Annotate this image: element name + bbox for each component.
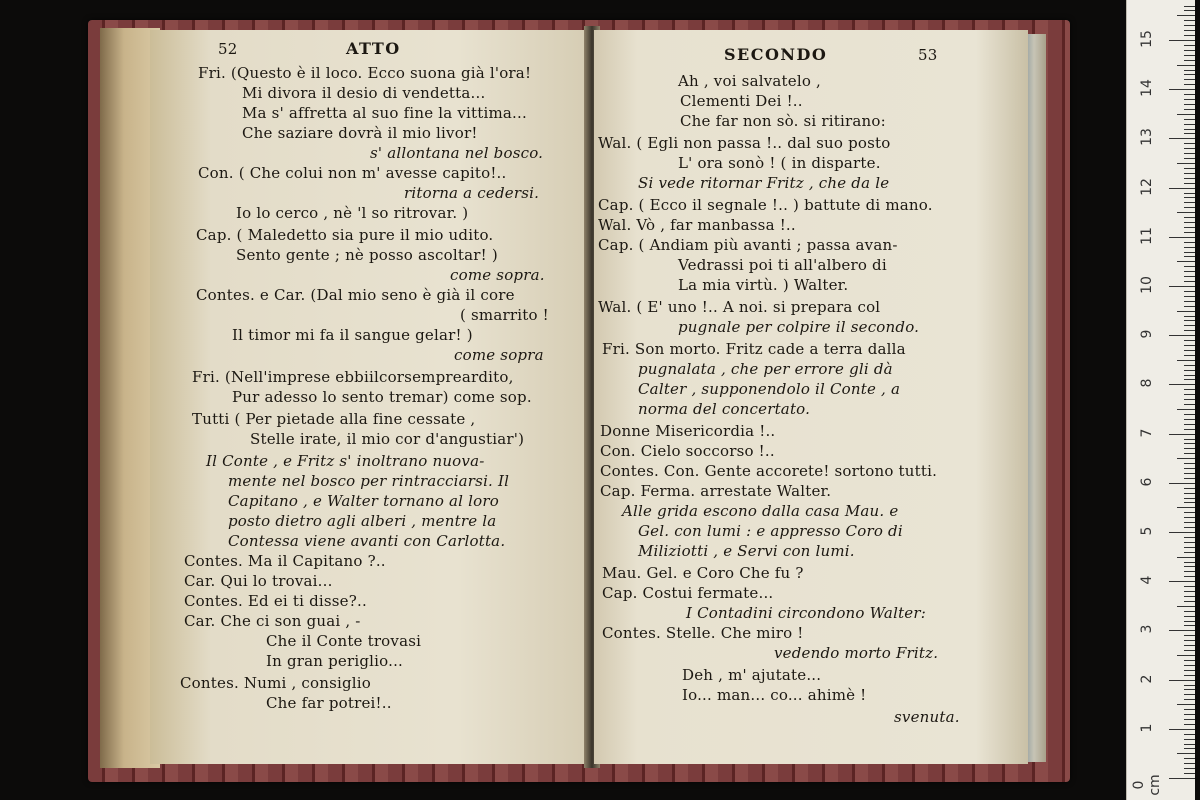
ruler-tick [1169, 434, 1195, 435]
ruler-tick [1184, 266, 1195, 267]
ruler-tick [1184, 399, 1195, 400]
ruler-tick [1177, 163, 1195, 164]
ruler-label: 5 [1139, 526, 1155, 536]
ruler-tick [1184, 291, 1195, 292]
ruler-tick [1184, 222, 1195, 223]
text-line: Car. Qui lo trovai... [184, 572, 333, 590]
stage-direction: Capitano , e Walter tornano al loro [228, 492, 499, 510]
text-line: Car. Che ci son guai , - [184, 612, 361, 630]
ruler-tick [1184, 734, 1195, 735]
ruler-tick [1169, 335, 1195, 336]
ruler-tick [1169, 138, 1195, 139]
ruler-tick [1177, 458, 1195, 459]
ruler-tick [1184, 35, 1195, 36]
ruler-tick [1184, 468, 1195, 469]
stage-direction: Miliziotti , e Servi con lumi. [638, 542, 855, 560]
ruler-tick [1177, 65, 1195, 66]
ruler-label: 2 [1139, 674, 1155, 684]
text-line: La mia virtù. ) Walter. [678, 276, 849, 294]
ruler-tick [1169, 630, 1195, 631]
stage-direction: pugnale per colpire il secondo. [678, 318, 920, 336]
ruler-label: 9 [1139, 329, 1155, 339]
page-number-left: 52 [218, 40, 238, 58]
ruler-tick [1177, 114, 1195, 115]
text-line: Il timor mi fa il sangue gelar! ) [232, 326, 473, 344]
ruler-tick [1184, 635, 1195, 636]
stage-direction: norma del concertato. [638, 400, 811, 418]
ruler-tick [1184, 719, 1195, 720]
stage-direction: ritorna a cedersi. [404, 184, 540, 202]
ruler-tick [1184, 379, 1195, 380]
ruler-label: 10 [1139, 276, 1155, 294]
ruler-tick [1184, 94, 1195, 95]
ruler-tick [1184, 443, 1195, 444]
ruler-tick [1184, 256, 1195, 257]
ruler-tick [1184, 502, 1195, 503]
ruler-tick [1184, 217, 1195, 218]
ruler-tick [1184, 301, 1195, 302]
text-line: Che far non sò. si ritirano: [680, 112, 886, 130]
ruler-tick [1184, 763, 1195, 764]
ruler-tick [1184, 429, 1195, 430]
ruler-tick [1184, 768, 1195, 769]
text-line: ( smarrito ! [460, 306, 549, 324]
ruler-tick [1184, 252, 1195, 253]
text-line: Contes. Numi , consiglio [180, 674, 372, 692]
ruler-tick [1184, 242, 1195, 243]
text-line: Contes. Ma il Capitano ?.. [184, 552, 386, 570]
ruler-tick [1184, 168, 1195, 169]
page-number-right: 53 [918, 46, 938, 64]
ruler-tick [1184, 463, 1195, 464]
ruler-tick [1184, 389, 1195, 390]
ruler-tick [1184, 99, 1195, 100]
text-line: Che far potrei!.. [266, 694, 392, 712]
ruler-tick [1184, 419, 1195, 420]
ruler-tick [1184, 517, 1195, 518]
ruler-tick [1184, 375, 1195, 376]
ruler-tick [1177, 311, 1195, 312]
ruler-tick [1184, 227, 1195, 228]
ruler-tick [1169, 384, 1195, 385]
stage-direction: come sopra [454, 346, 544, 364]
ruler-tick [1184, 133, 1195, 134]
ruler-tick [1184, 498, 1195, 499]
ruler-tick [1184, 571, 1195, 572]
ruler-tick [1169, 680, 1195, 681]
text-line: Mau. Gel. e Coro Che fu ? [602, 564, 804, 582]
ruler-tick [1184, 55, 1195, 56]
ruler-tick [1184, 20, 1195, 21]
ruler-tick [1184, 173, 1195, 174]
ruler-tick [1184, 316, 1195, 317]
ruler-label: 12 [1139, 177, 1155, 196]
ruler-tick [1177, 655, 1195, 656]
text-line: Wal. Vò , far manbassa !.. [598, 216, 796, 234]
stage-direction: Contessa viene avanti con Carlotta. [228, 532, 506, 550]
ruler-tick [1184, 773, 1195, 774]
ruler-tick [1177, 261, 1195, 262]
text-line: Contes. e Car. (Dal mio seno è già il core [196, 286, 515, 304]
ruler-tick [1184, 522, 1195, 523]
ruler-tick [1184, 591, 1195, 592]
running-head-right: SECONDO [724, 45, 828, 64]
ruler-tick [1184, 724, 1195, 725]
ruler-tick [1177, 557, 1195, 558]
ruler-tick [1184, 320, 1195, 321]
ruler-tick [1184, 330, 1195, 331]
ruler-tick [1184, 158, 1195, 159]
ruler-tick [1184, 699, 1195, 700]
ruler-tick [1184, 748, 1195, 749]
ruler-tick [1169, 483, 1195, 484]
ruler-tick [1184, 247, 1195, 248]
ruler-tick [1169, 532, 1195, 533]
ruler-tick [1177, 212, 1195, 213]
ruler-tick [1184, 84, 1195, 85]
text-line: Cap. ( Ecco il segnale !.. ) battute di mano. [598, 196, 933, 214]
ruler-label: 6 [1139, 477, 1155, 487]
ruler-tick [1184, 60, 1195, 61]
ruler-tick [1184, 25, 1195, 26]
ruler-tick [1184, 689, 1195, 690]
ruler-label: 3 [1139, 624, 1155, 634]
ruler-tick [1184, 281, 1195, 282]
stage-direction: Calter , supponendolo il Conte , a [638, 380, 901, 398]
ruler-tick [1184, 621, 1195, 622]
ruler-tick [1184, 758, 1195, 759]
ruler-tick [1177, 753, 1195, 754]
text-line: Clementi Dei !.. [680, 92, 803, 110]
ruler-tick [1184, 552, 1195, 553]
ruler-tick [1184, 694, 1195, 695]
ruler-tick [1184, 625, 1195, 626]
ruler-tick [1184, 601, 1195, 602]
text-line: Contes. Con. Gente accorete! sortono tutti. [600, 462, 938, 480]
ruler-tick [1184, 448, 1195, 449]
ruler-tick [1184, 404, 1195, 405]
running-head-left: ATTO [346, 39, 401, 58]
ruler-tick [1177, 15, 1195, 16]
ruler-tick [1177, 409, 1195, 410]
ruler-tick [1184, 119, 1195, 120]
ruler-tick [1169, 40, 1195, 41]
ruler-tick [1184, 645, 1195, 646]
right-page [594, 30, 1028, 764]
text-line: In gran periglio... [266, 652, 404, 670]
ruler-tick [1184, 611, 1195, 612]
ruler-label: 7 [1139, 428, 1155, 438]
ruler-tick [1184, 675, 1195, 676]
ruler-tick [1184, 306, 1195, 307]
ruler-tick [1184, 650, 1195, 651]
ruler-tick [1184, 50, 1195, 51]
ruler-tick [1184, 370, 1195, 371]
ruler-tick [1184, 45, 1195, 46]
ruler-tick [1169, 188, 1195, 189]
ruler-tick [1184, 276, 1195, 277]
ruler-label: 4 [1139, 575, 1155, 585]
ruler-tick [1184, 709, 1195, 710]
ruler-tick [1184, 6, 1195, 7]
text-line: Io lo cerco , nè 'l so ritrovar. ) [236, 204, 469, 222]
stage-direction: Gel. con lumi : e appresso Coro di [638, 522, 903, 540]
ruler-tick [1177, 606, 1195, 607]
text-line: Tutti ( Per pietade alla fine cessate , [192, 410, 476, 428]
ruler-tick [1184, 129, 1195, 130]
stage-direction: vedendo morto Fritz. [774, 644, 939, 662]
ruler-tick [1184, 271, 1195, 272]
text-line: Donne Misericordia !.. [600, 422, 776, 440]
ruler-tick [1184, 665, 1195, 666]
ruler-tick [1184, 143, 1195, 144]
ruler-label: 15 [1139, 30, 1155, 48]
ruler-tick [1184, 640, 1195, 641]
ruler-tick [1177, 507, 1195, 508]
text-line: Che il Conte trovasi [266, 632, 422, 650]
text-line: Con. ( Che colui non m' avesse capito!.. [198, 164, 507, 182]
text-line: Ah , voi salvatelo , [678, 72, 821, 90]
ruler-tick [1184, 566, 1195, 567]
ruler-label: 1 [1139, 723, 1155, 733]
ruler-tick [1184, 109, 1195, 110]
ruler-tick [1169, 286, 1195, 287]
ruler-tick [1184, 30, 1195, 31]
text-line: Cap. Costui fermate... [602, 584, 774, 602]
ruler-tick [1184, 527, 1195, 528]
ruler-tick [1184, 744, 1195, 745]
stage-direction: Si vede ritornar Fritz , che da le [638, 174, 890, 192]
ruler-tick [1184, 232, 1195, 233]
ruler-tick [1169, 581, 1195, 582]
ruler-label: 11 [1139, 226, 1155, 245]
ruler-tick [1184, 207, 1195, 208]
ruler-tick [1184, 542, 1195, 543]
left-page [150, 30, 588, 764]
text-line: Stelle irate, il mio cor d'angustiar') [250, 430, 525, 448]
ruler-tick [1184, 616, 1195, 617]
ruler-tick [1184, 193, 1195, 194]
ruler-tick [1169, 237, 1195, 238]
stage-direction: svenuta. [894, 708, 960, 726]
text-line: Cap. ( Maledetto sia pure il mio udito. [196, 226, 494, 244]
ruler-label: 0 cm [1131, 774, 1163, 796]
ruler-tick [1177, 360, 1195, 361]
ruler-label: 14 [1139, 79, 1155, 98]
ruler-tick [1184, 562, 1195, 563]
ruler-tick [1184, 365, 1195, 366]
ruler-tick [1184, 70, 1195, 71]
stage-direction: pugnalata , che per errore gli dà [638, 360, 893, 378]
text-line: Con. Cielo soccorso !.. [600, 442, 775, 460]
text-line: Fri. (Questo è il loco. Ecco suona già l'ora! [198, 64, 532, 82]
ruler-label: 8 [1139, 378, 1155, 388]
text-line: Sento gente ; nè posso ascoltar! ) [236, 246, 498, 264]
ruler-tick [1184, 202, 1195, 203]
text-line: Contes. Stelle. Che miro ! [602, 624, 804, 642]
text-line: Cap. ( Andiam più avanti ; passa avan- [598, 236, 898, 254]
ruler-tick [1184, 178, 1195, 179]
ruler-tick [1169, 729, 1195, 730]
ruler-tick [1184, 714, 1195, 715]
ruler-tick [1184, 424, 1195, 425]
ruler-tick [1184, 183, 1195, 184]
ruler-label: 13 [1139, 128, 1155, 147]
ruler-tick [1184, 10, 1195, 11]
ruler-tick [1184, 345, 1195, 346]
stage-direction: s' allontana nel bosco. [370, 144, 544, 162]
text-line: Wal. ( E' uno !.. A noi. si prepara col [598, 298, 881, 316]
ruler-tick [1184, 414, 1195, 415]
text-line: Wal. ( Egli non passa !.. dal suo posto [598, 134, 891, 152]
stage-direction: I Contadini circondono Walter: [686, 604, 926, 622]
text-line: Mi divora il desio di vendetta... [242, 84, 486, 102]
ruler-tick [1184, 453, 1195, 454]
text-line: Contes. Ed ei ti disse?.. [184, 592, 367, 610]
ruler-tick [1184, 596, 1195, 597]
ruler-tick [1169, 778, 1195, 779]
stage-direction: Alle grida escono dalla casa Mau. e [622, 502, 899, 520]
ruler-tick [1184, 124, 1195, 125]
text-line: Fri. (Nell'imprese ebbiilcorsempreardito, [192, 368, 514, 386]
text-line: Io... man... co... ahimè ! [682, 686, 867, 704]
ruler-tick [1184, 473, 1195, 474]
text-line: Cap. Ferma. arrestate Walter. [600, 482, 832, 500]
ruler-tick [1184, 104, 1195, 105]
ruler-tick [1184, 148, 1195, 149]
stage-direction: mente nel bosco per rintracciarsi. Il [228, 472, 510, 490]
measuring-ruler [1126, 0, 1195, 800]
text-line: Fri. Son morto. Fritz cade a terra dalla [602, 340, 906, 358]
ruler-tick [1184, 74, 1195, 75]
ruler-tick [1184, 670, 1195, 671]
ruler-tick [1184, 153, 1195, 154]
stage-direction: Il Conte , e Fritz s' inoltrano nuova- [206, 452, 485, 470]
text-line: Ma s' affretta al suo fine la vittima... [242, 104, 527, 122]
ruler-tick [1184, 296, 1195, 297]
ruler-tick [1184, 478, 1195, 479]
ruler-tick [1184, 739, 1195, 740]
text-line: Deh , m' ajutate... [682, 666, 822, 684]
stage-direction: posto dietro agli alberi , mentre la [228, 512, 497, 530]
ruler-tick [1184, 394, 1195, 395]
page-edges-right [1026, 34, 1046, 762]
ruler-tick [1184, 493, 1195, 494]
ruler-tick [1184, 488, 1195, 489]
ruler-tick [1184, 79, 1195, 80]
ruler-tick [1184, 355, 1195, 356]
ruler-tick [1184, 197, 1195, 198]
text-line: Che saziare dovrà il mio livor! [242, 124, 478, 142]
ruler-tick [1184, 350, 1195, 351]
text-line: Vedrassi poi ti all'albero di [678, 256, 887, 274]
ruler-tick [1184, 512, 1195, 513]
text-line: L' ora sonò ! ( in disparte. [678, 154, 881, 172]
ruler-tick [1184, 576, 1195, 577]
ruler-tick [1177, 704, 1195, 705]
ruler-tick [1184, 547, 1195, 548]
ruler-tick [1169, 89, 1195, 90]
ruler-tick [1184, 340, 1195, 341]
ruler-tick [1184, 660, 1195, 661]
stage-direction: come sopra. [450, 266, 545, 284]
ruler-tick [1184, 325, 1195, 326]
ruler-tick [1184, 586, 1195, 587]
ruler-tick [1184, 537, 1195, 538]
ruler-tick [1184, 685, 1195, 686]
text-line: Pur adesso lo sento tremar) come sop. [232, 388, 532, 406]
ruler-tick [1184, 439, 1195, 440]
